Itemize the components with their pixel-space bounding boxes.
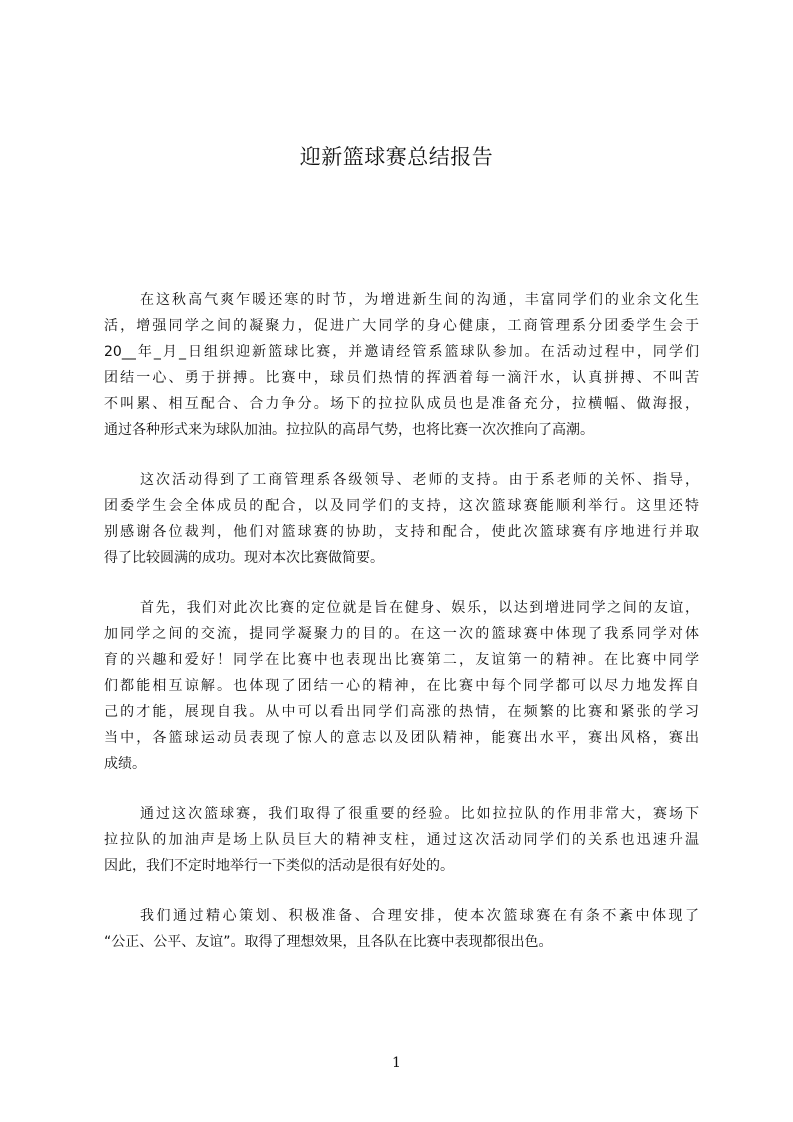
- text-line: 当中，各篮球运动员表现了惊人的意志以及团队精神，能赛出水平，赛出风格，赛出: [104, 730, 699, 746]
- paragraph-intro: [104, 287, 699, 443]
- text-line: 加同学之间的交流，提同学凝聚力的目的。在这一次的篮球赛中体现了我系同学对体: [104, 626, 699, 642]
- text-line: 团结一心、勇于拼搏。比赛中，球员们热情的挥洒着每一滴汗水，认真拼搏、不叫苦: [104, 370, 699, 386]
- text-line: 育的兴趣和爱好！同学在比赛中也表现出比赛第二，友谊第一的精神。在比赛中同学: [104, 652, 699, 668]
- text-line: 别感谢各位裁判，他们对篮球赛的协助，支持和配合，使此次篮球赛有序地进行并取: [104, 524, 699, 540]
- text-line: 团委学生会全体成员的配合，以及同学们的支持，这次篮球赛能顺利举行。这里还特: [104, 498, 699, 514]
- paragraph-conclusion: [104, 903, 699, 955]
- text-line: 因此，我们不定时地举行一下类似的活动是很有好处的。: [104, 858, 454, 874]
- text-line: 首先，我们对此次比赛的定位就是旨在健身、娱乐，以达到增进同学之间的友谊，: [140, 600, 699, 616]
- page-title: 迎新篮球赛总结报告: [299, 145, 494, 169]
- text-line: 拉拉队的加油声是场上队员巨大的精神支柱，通过这次活动同学们的关系也迅速升温: [104, 832, 699, 848]
- text-line: 通过这次篮球赛，我们取得了很重要的经验。比如拉拉队的作用非常大，赛场下: [140, 806, 699, 822]
- text-line: “公正、公平、友谊”。取得了理想效果，且各队在比赛中表现都很出色。: [104, 934, 553, 950]
- page-number: 1: [392, 1055, 401, 1071]
- paragraph-experience: [104, 801, 699, 879]
- text-line: 我们通过精心策划、积极准备、合理安排，使本次篮球赛在有条不紊中体现了: [140, 908, 699, 924]
- report-body: [104, 287, 699, 979]
- text-line: 这次活动得到了工商管理系各级领导、老师的支持。由于系老师的关怀、指导，: [140, 472, 699, 488]
- text-line: 们都能相互谅解。也体现了团结一心的精神，在比赛中每个同学都可以尽力地发挥自: [104, 678, 699, 694]
- paragraph-support: [104, 467, 699, 571]
- text-line: 20__年_月_日组织迎新篮球比赛，并邀请经管系篮球队参加。在活动过程中，同学们: [104, 344, 699, 360]
- paragraph-positioning: [104, 595, 699, 777]
- text-line: 通过各种形式来为球队加油。拉拉队的高昂气势，也将比赛一次次推向了高潮。: [104, 422, 594, 438]
- text-line: 在这秋高气爽乍暖还寒的时节，为增进新生间的沟通，丰富同学们的业余文化生: [140, 292, 699, 308]
- text-line: 得了比较圆满的成功。现对本次比赛做简要。: [104, 550, 384, 566]
- text-line: 活，增强同学之间的凝聚力，促进广大同学的身心健康，工商管理系分团委学生会于: [104, 318, 699, 334]
- text-line: 不叫累、相互配合、合力争分。场下的拉拉队成员也是准备充分，拉横幅、做海报，: [104, 396, 699, 412]
- text-line: 己的才能，展现自我。从中可以看出同学们高涨的热情，在频繁的比赛和紧张的学习: [104, 704, 699, 720]
- text-line: 成绩。: [104, 756, 146, 772]
